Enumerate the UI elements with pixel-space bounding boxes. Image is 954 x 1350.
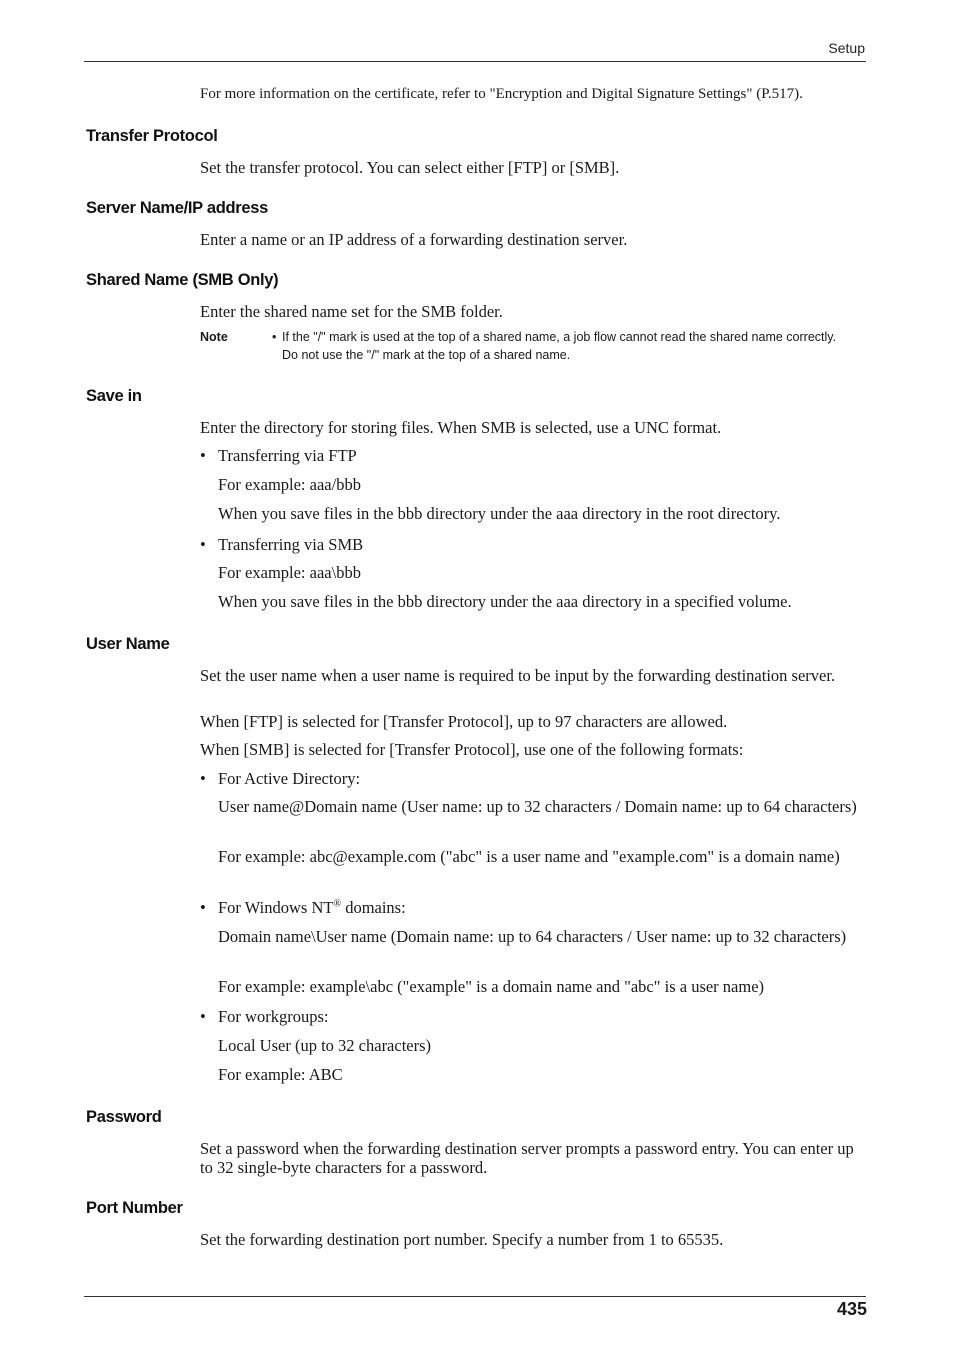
list-item: • Transferring via SMB <box>200 535 364 554</box>
password-text: Set a password when the forwarding destination server prompts a password entry. You can enter up to 32 single-byte characters for a password. <box>200 1139 854 1177</box>
wg-format: Local User (up to 32 characters) <box>218 1036 432 1055</box>
heading-password: Password <box>86 1108 162 1126</box>
footer-rule <box>84 1296 866 1297</box>
bullet-icon: • <box>200 769 206 788</box>
heading-port-number: Port Number <box>86 1199 183 1217</box>
user-name-text-1: Set the user name when a user name is required to be input by the forwarding destination server. <box>200 666 836 685</box>
ad-example: For example: abc@example.com ("abc" is a user name and "example.com" is a domain name) <box>218 847 840 866</box>
shared-name-text: Enter the shared name set for the SMB folder. <box>200 302 503 321</box>
heading-save-in: Save in <box>86 387 142 405</box>
transfer-protocol-text: Set the transfer protocol. You can select either [FTP] or [SMB]. <box>200 158 620 177</box>
bullet-icon: • <box>200 446 206 465</box>
page-number: 435 <box>836 1299 867 1319</box>
list-item: • Transferring via FTP <box>200 446 357 465</box>
list-item: • For workgroups: <box>200 1007 329 1026</box>
note-bullet-icon: • <box>272 330 277 344</box>
note-text: • If the "/" mark is used at the top of a shared name, a job flow cannot read the shared name correctly. Do not use the "/" mark at the top of a shared name. <box>272 330 837 362</box>
intro-paragraph: For more information on the certificate, refer to "Encryption and Digital Signature Settings" (P.517). <box>200 86 803 102</box>
bullet-icon: • <box>200 1007 206 1026</box>
ftp-example: For example: aaa/bbb <box>218 475 361 494</box>
user-name-text-2: When [FTP] is selected for [Transfer Protocol], up to 97 characters are allowed. <box>200 712 728 731</box>
port-number-text: Set the forwarding destination port number. Specify a number from 1 to 65535. <box>200 1230 724 1249</box>
server-name-text: Enter a name or an IP address of a forwarding destination server. <box>200 230 628 249</box>
running-header: Setup <box>828 40 865 56</box>
wg-example: For example: ABC <box>218 1065 343 1084</box>
save-in-text: Enter the directory for storing files. When SMB is selected, use a UNC format. <box>200 418 722 437</box>
ad-format: User name@Domain name (User name: up to 32 characters / Domain name: up to 64 characters) <box>218 797 857 816</box>
nt-format: Domain name\User name (Domain name: up to 64 characters / User name: up to 32 characters) <box>218 927 847 946</box>
smb-description: When you save files in the bbb directory under the aaa directory in a specified volume. <box>218 592 792 611</box>
note-label: Note <box>200 330 228 344</box>
list-item: • For Windows NT® domains: <box>200 898 406 917</box>
header-rule <box>84 61 866 62</box>
nt-example: For example: example\abc ("example" is a domain name and "abc" is a user name) <box>218 977 765 996</box>
bullet-icon: • <box>200 535 206 554</box>
heading-shared-name: Shared Name (SMB Only) <box>86 271 279 289</box>
smb-example: For example: aaa\bbb <box>218 563 361 582</box>
heading-user-name: User Name <box>86 635 170 653</box>
list-item: • For Active Directory: <box>200 769 361 788</box>
ftp-description: When you save files in the bbb directory under the aaa directory in the root directory. <box>218 504 781 523</box>
bullet-icon: • <box>200 898 206 917</box>
heading-server-name: Server Name/IP address <box>86 199 269 217</box>
user-name-text-3: When [SMB] is selected for [Transfer Protocol], use one of the following formats: <box>200 740 744 759</box>
heading-transfer-protocol: Transfer Protocol <box>86 127 218 145</box>
